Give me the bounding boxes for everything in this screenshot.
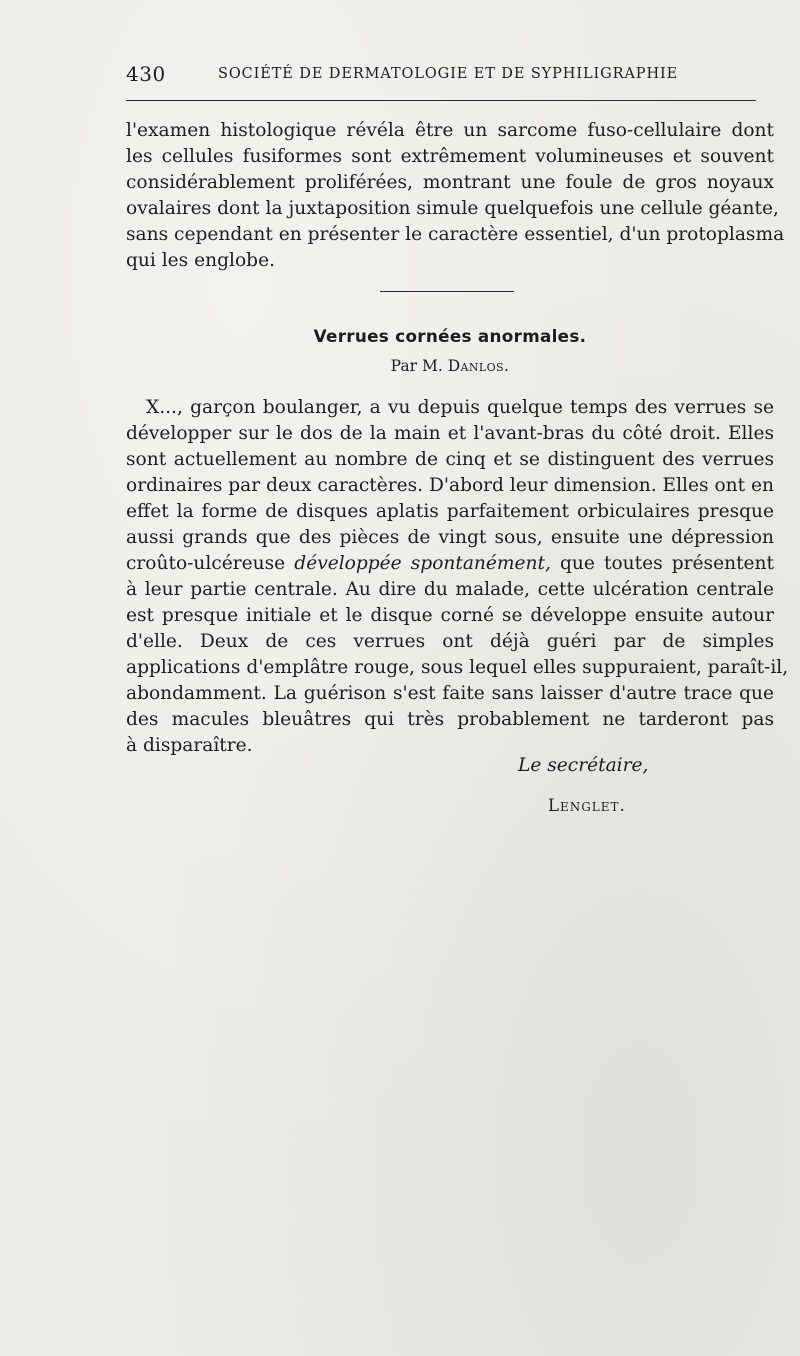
text-line: applications d'emplâtre rouge, sous lequel elles suppuraient, paraît-il,: [126, 657, 789, 678]
previous-article-text: [126, 118, 785, 274]
text-line: sont actuellement au nombre de cinq et se distinguent des verrues: [126, 449, 774, 470]
text-line: effet la forme de disques aplatis parfaitement orbiculaires presque: [126, 501, 774, 522]
italic-emphasis: développée spontanément,: [294, 553, 551, 574]
text-line: les cellules fusiformes sont extrêmement volumineuses et souvent: [126, 146, 774, 167]
article-body: [126, 395, 789, 759]
text-line-mixed: [126, 551, 774, 577]
text-line: qui les englobe.: [126, 250, 275, 271]
page-header: [126, 62, 756, 86]
text-line: ovalaires dont la juxtaposition simule quelquefois une cellule géante,: [126, 198, 779, 219]
text-segment: que toutes présentent: [560, 553, 774, 574]
text-segment: croûto-ulcéreuse: [126, 553, 286, 574]
byline: [0, 357, 800, 375]
text-line: à leur partie centrale. Au dire du malade, cette ulcération centrale: [126, 579, 774, 600]
text-line: des macules bleuâtres qui très probablement ne tarderont pas: [126, 709, 774, 730]
header-rule: [126, 100, 756, 101]
text-line: à disparaître.: [126, 735, 253, 756]
section-separator: [380, 291, 514, 292]
text-line: ordinaires par deux caractères. D'abord leur dimension. Elles ont en: [126, 475, 774, 496]
text-line: d'elle. Deux de ces verrues ont déjà guéri par de simples: [126, 631, 774, 652]
text-line: l'examen histologique révéla être un sarcome fuso-cellulaire dont: [126, 120, 774, 141]
page-number: 430: [126, 62, 166, 86]
text-line: X..., garçon boulanger, a vu depuis quelque temps des verrues se: [146, 397, 774, 418]
byline-prefix: Par M.: [390, 357, 443, 375]
running-title: SOCIÉTÉ DE DERMATOLOGIE ET DE SYPHILIGRAPHIE: [218, 66, 679, 82]
signoff-role: Le secrétaire,: [518, 755, 649, 776]
text-line: abondamment. La guérison s'est faite sans laisser d'autre trace que: [126, 683, 774, 704]
text-line: considérablement proliférées, montrant une foule de gros noyaux: [126, 172, 774, 193]
text-line: développer sur le dos de la main et l'avant-bras du côté droit. Elles: [126, 423, 774, 444]
text-line: aussi grands que des pièces de vingt sous, ensuite une dépression: [126, 527, 774, 548]
text-line: est presque initiale et le disque corné se développe ensuite autour: [126, 605, 774, 626]
article-title: Verrues cornées anormales.: [313, 326, 587, 346]
author-name: Danlos.: [447, 357, 510, 375]
signoff-name: Lenglet.: [548, 796, 626, 815]
text-line: sans cependant en présenter le caractère essentiel, d'un protoplasma: [126, 224, 785, 245]
